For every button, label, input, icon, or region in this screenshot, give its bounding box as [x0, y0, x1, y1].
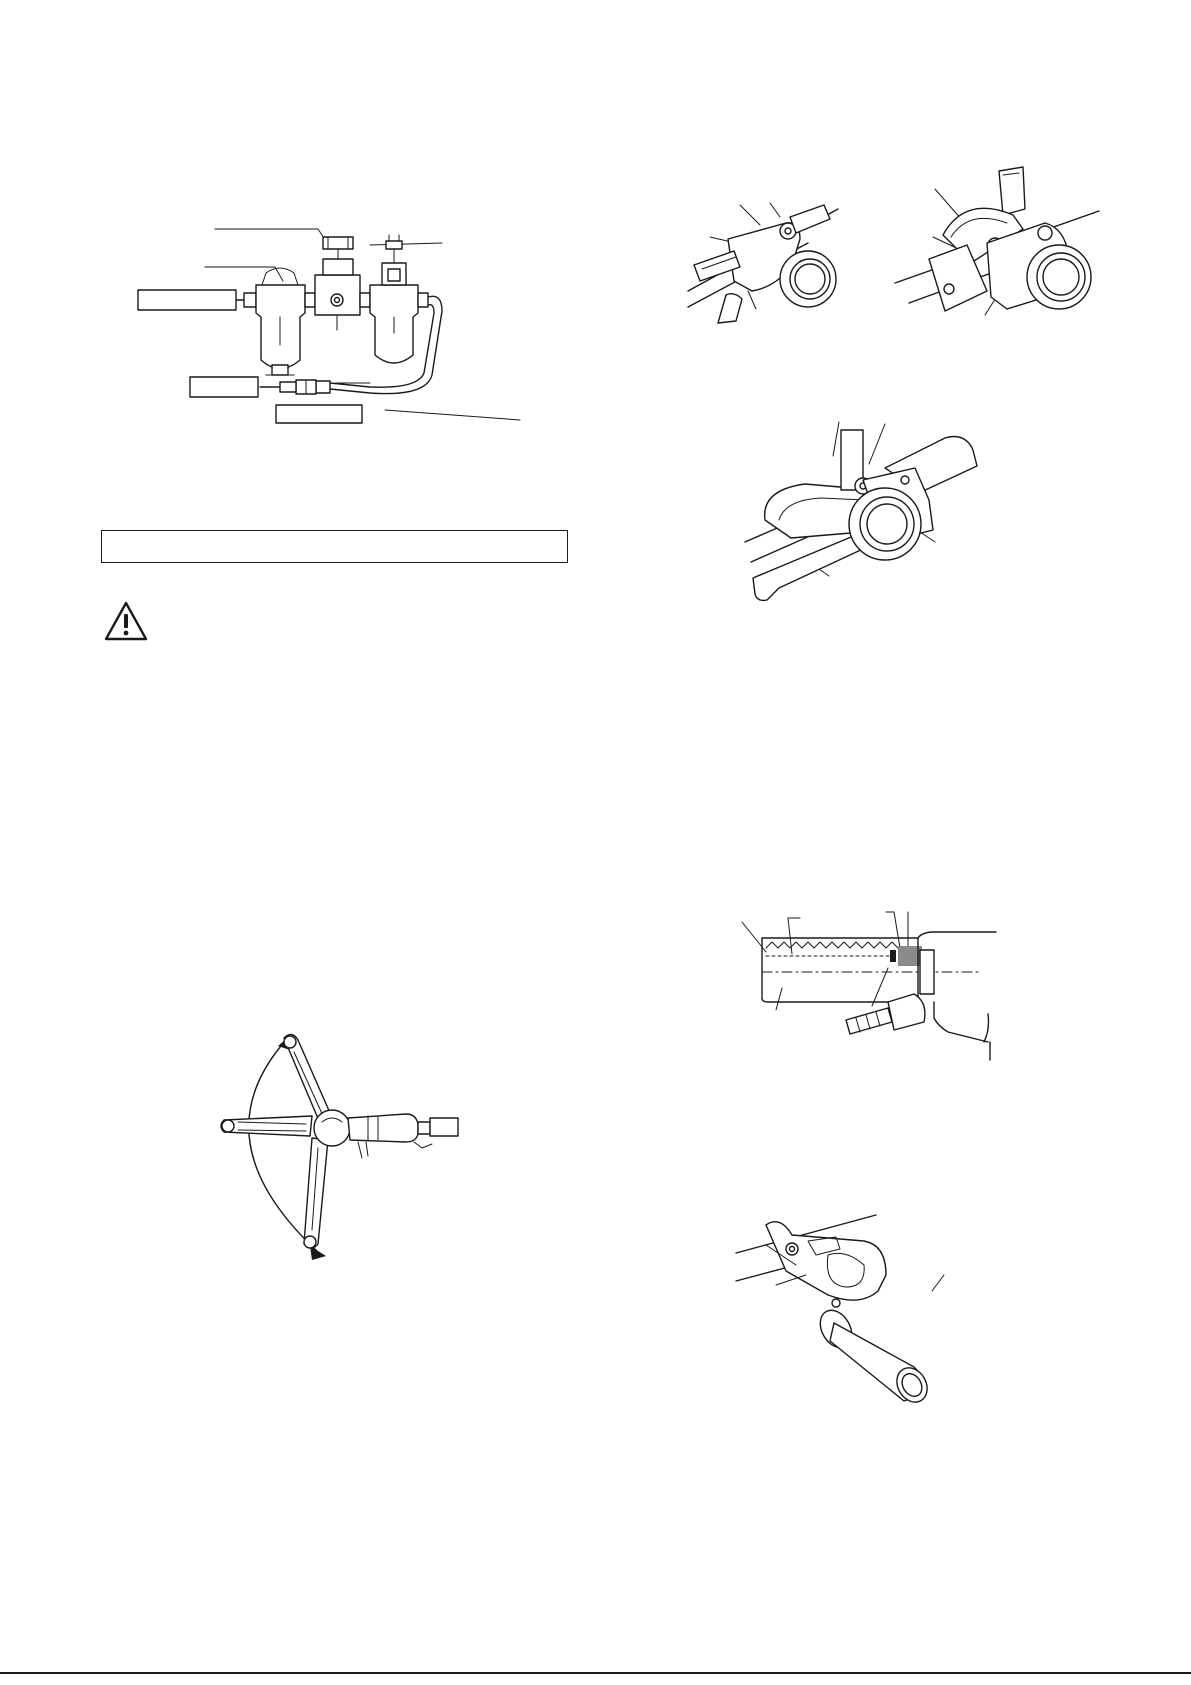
- belt-arm-rotation-diagram: [218, 1030, 478, 1270]
- tool-box: [190, 377, 258, 397]
- belt-tension-lever-view-left: [688, 195, 853, 330]
- regulator-body: [315, 275, 360, 315]
- air-inlet-box: [138, 290, 236, 310]
- belt-guard-tool-view: [745, 420, 985, 620]
- side-handle-attachment-diagram: [736, 1215, 986, 1415]
- footer-rule: [0, 1672, 1191, 1674]
- belt-teeth: [766, 942, 898, 948]
- belt-arm-section-diagram: [738, 902, 1008, 1082]
- belt-tension-lever-view-right: [895, 165, 1105, 335]
- hose-label-box: [276, 405, 362, 423]
- section-heading-box: [101, 530, 568, 563]
- warning-triangle-icon: [103, 600, 149, 642]
- air-supply-unit-diagram: [120, 215, 540, 445]
